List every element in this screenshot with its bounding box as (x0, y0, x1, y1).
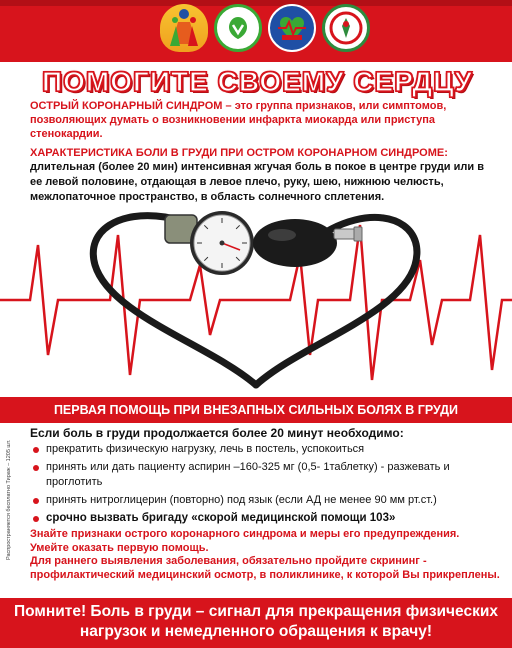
first-aid-title: ПЕРВАЯ ПОМОЩЬ ПРИ ВНЕЗАПНЫХ СИЛЬНЫХ БОЛЯХ В ГРУДИ (53, 403, 459, 417)
bullet-icon (33, 516, 39, 522)
header-band (0, 0, 512, 62)
list-item-text: прекратить физическую нагрузку, лечь в постель, успокоиться (46, 443, 365, 455)
list-item (30, 511, 500, 526)
bullet-icon (33, 498, 39, 504)
list-item (30, 460, 500, 490)
intro-text: ОСТРЫЙ КОРОНАРНЫЙ СИНДРОМ – это группа признаков, или симптомов, позволяющих думать о возникновении инфаркта миокарда или приступа стенокардии. (30, 100, 447, 140)
list-item (30, 493, 500, 508)
advice-block (30, 528, 500, 582)
blood-pressure-heart-illustration (0, 205, 512, 395)
logo-row (160, 4, 370, 52)
page-title: ПОМОГИТЕ СВОЕМУ СЕРДЦУ (42, 66, 473, 97)
characteristic-heading: ХАРАКТЕРИСТИКА БОЛИ В ГРУДИ ПРИ ОСТРОМ КОРОНАРНОМ СИНДРОМЕ: (30, 147, 448, 159)
advice-line: Знайте признаки острого коронарного синдрома и меры его предупреждения. (30, 528, 460, 540)
print-run-note: Распространяется бесплатно Тираж – 1205 шт. (6, 439, 12, 560)
first-aid-lead: Если боль в груди продолжается более 20 минут необходимо: (30, 426, 404, 440)
list-item-text: срочно вызвать бригаду «скорой медицинской помощи 103» (46, 512, 396, 524)
salamatty-kazakhstan-logo (160, 4, 208, 52)
list-item (30, 442, 500, 457)
medical-center-logo (322, 4, 370, 52)
list-item-text: принять нитроглицерин (повторно) под язык (если АД не менее 90 мм рт.ст.) (46, 494, 437, 506)
health-ministry-logo (214, 4, 262, 52)
first-aid-list (30, 442, 500, 529)
advice-line: Умейте оказать первую помощь. (30, 541, 209, 554)
bullet-icon (33, 447, 39, 453)
footer-text: Помните! Боль в груди – сигнал для прекращения физических нагрузок и немедленного обращения к врачу! (13, 603, 498, 640)
first-aid-band (0, 397, 512, 423)
characteristic-body: длительная (более 20 мин) интенсивная жгучая боль в покое в центре груди или в ее левой половине, отдающая в левое плечо, руку, шею, нижнюю челюсть, межлопаточное пространство, в область солнечного сплетения. (30, 161, 484, 203)
advice-line: Для раннего выявления заболевания, обязательно пройдите скрининг - профилактический медицинский осмотр, в поликлинике, к которой Вы прикреплены. (30, 555, 500, 581)
pressure-gauge (190, 211, 254, 275)
bullet-icon (33, 465, 39, 471)
list-item-text: принять или дать пациенту аспирин –160-325 мг (0,5- 1таблетку) - разжевать и проглотить (46, 461, 450, 488)
heart-logo (268, 4, 316, 52)
